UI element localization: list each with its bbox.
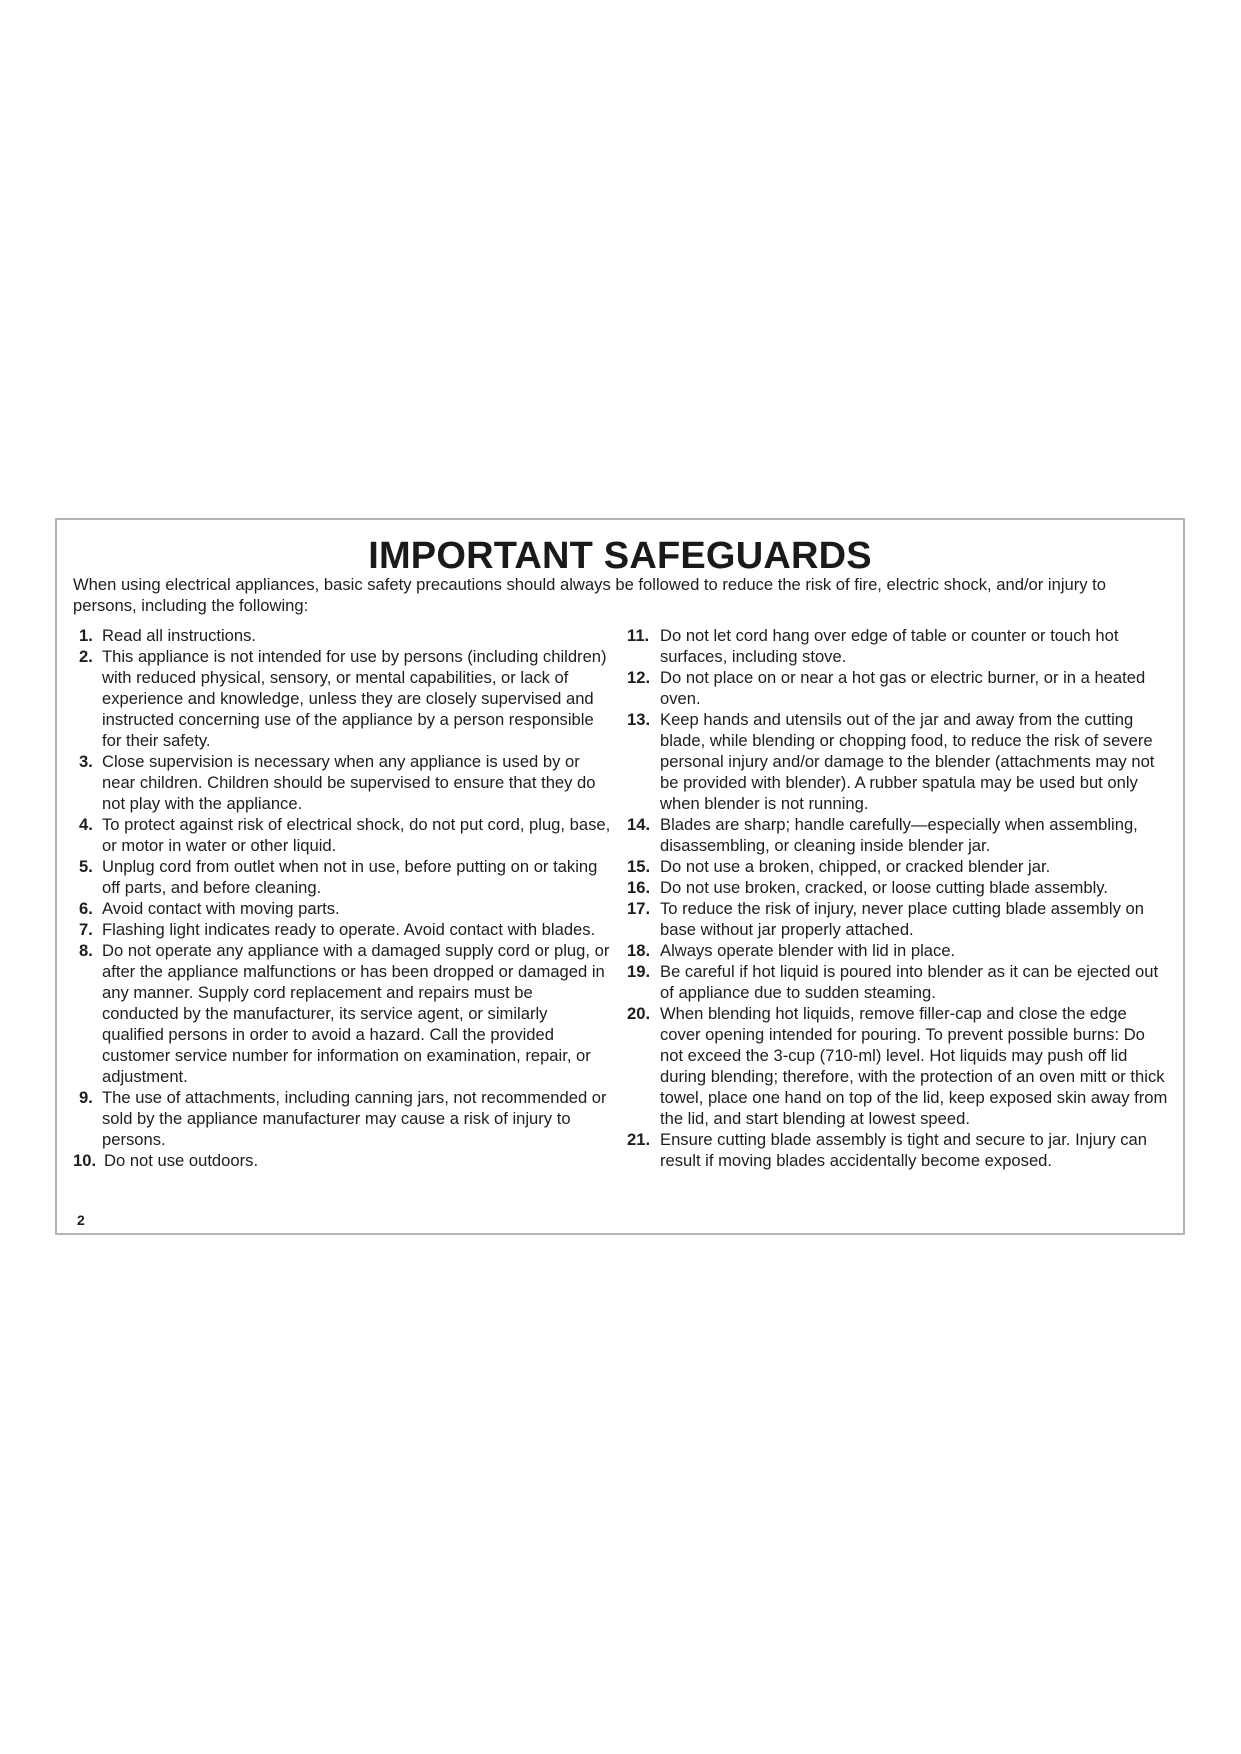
list-item [627,1003,1171,1129]
item-number: 14. [627,815,651,834]
item-number: 15. [627,857,651,876]
list-item [627,898,1171,940]
item-number: 9. [79,1088,93,1107]
item-text: Always operate blender with lid in place. [660,941,956,960]
item-text: Do not let cord hang over edge of table or counter or touch hot surfaces, including stove. [660,626,1119,666]
list-item [81,814,611,856]
item-number: 5. [79,857,93,876]
item-text: Do not place on or near a hot gas or electric burner, or in a heated oven. [660,668,1146,708]
item-text: The use of attachments, including canning jars, not recommended or sold by the appliance manufacturer may cause a risk of injury to persons. [102,1088,607,1149]
item-number: 12. [627,668,651,687]
page-number: 2 [77,1212,85,1228]
item-text: Do not use broken, cracked, or loose cutting blade assembly. [660,878,1108,897]
list-item [73,1150,611,1171]
item-number: 18. [627,941,651,960]
list-item [627,940,1171,961]
list-item [81,751,611,814]
item-number: 3. [79,752,93,771]
item-text: To protect against risk of electrical shock, do not put cord, plug, base, or motor in water or other liquid. [102,815,611,855]
list-item [81,919,611,940]
item-number: 10. [73,1151,97,1170]
list-item [627,709,1171,814]
item-text: Be careful if hot liquid is poured into blender as it can be ejected out of appliance due to sudden steaming. [660,962,1159,1002]
list-item [81,625,611,646]
item-number: 21. [627,1130,651,1149]
list-item [627,961,1171,1003]
list-item [627,667,1171,709]
safeguards-panel [55,518,1185,1235]
item-number: 6. [79,899,93,918]
item-text: Flashing light indicates ready to operate. Avoid contact with blades. [102,920,596,939]
safeguards-list-right [627,625,1171,1171]
item-number: 4. [79,815,93,834]
item-number: 1. [79,626,93,645]
item-text: Unplug cord from outlet when not in use, before putting on or taking off parts, and before cleaning. [102,857,598,897]
page-title: IMPORTANT SAFEGUARDS [368,535,872,577]
list-item [627,877,1171,898]
item-number: 16. [627,878,651,897]
item-text: To reduce the risk of injury, never place cutting blade assembly on base without jar properly attached. [660,899,1144,939]
item-number: 2. [79,647,93,666]
list-item [627,625,1171,667]
item-text: Ensure cutting blade assembly is tight and secure to jar. Injury can result if moving blades accidentally become exposed. [660,1130,1148,1170]
item-text: Keep hands and utensils out of the jar and away from the cutting blade, while blending or chopping food, to reduce the risk of severe personal injury and/or damage to the blender (attachments may not be provided with blender). A rubber spatula may be used but only when blender is not running. [660,710,1155,813]
item-text: Do not use outdoors. [104,1151,259,1170]
list-item [627,856,1171,877]
item-text: Close supervision is necessary when any appliance is used by or near children. Children should be supervised to ensure that they do not play with the appliance. [102,752,596,813]
item-text: Read all instructions. [102,626,257,645]
item-text: Do not use a broken, chipped, or cracked blender jar. [660,857,1051,876]
safeguards-list-left [73,625,611,1171]
item-text: Do not operate any appliance with a damaged supply cord or plug, or after the appliance malfunctions or has been dropped or damaged in any manner. Supply cord replacement and repairs must be conducted by the manufacturer, its service agent, or similarly qualified persons in order to avoid a hazard. Call the provided customer service number for information on examination, repair, or adjustment. [102,941,610,1086]
item-text: Avoid contact with moving parts. [102,899,340,918]
item-number: 19. [627,962,651,981]
item-number: 7. [79,920,93,939]
item-number: 17. [627,899,651,918]
list-item [81,898,611,919]
list-item [81,940,611,1087]
list-item [81,856,611,898]
item-text: This appliance is not intended for use by persons (including children) with reduced physical, sensory, or mental capabilities, or lack of experience and knowledge, unless they are closely supervised and instructed concerning use of the appliance by a person responsible for their safety. [102,647,607,750]
item-number: 8. [79,941,93,960]
item-number: 20. [627,1004,651,1023]
list-item [81,646,611,751]
intro-paragraph: When using electrical appliances, basic safety precautions should always be followed to reduce the risk of fire, electric shock, and/or injury to persons, including the following: [73,575,1107,615]
item-text: Blades are sharp; handle carefully—especially when assembling, disassembling, or cleaning inside blender jar. [660,815,1138,855]
list-item [627,814,1171,856]
item-number: 11. [627,626,650,645]
item-number: 13. [627,710,651,729]
item-text: When blending hot liquids, remove filler-cap and close the edge cover opening intended for pouring. To prevent possible burns: Do not exceed the 3-cup (710-ml) level. Hot liquids may push off lid during blending; therefore, with the protection of an oven mitt or thick towel, place one hand on top of the lid, keep exposed skin away from the lid, and start blending at lowest speed. [660,1004,1168,1128]
list-item [81,1087,611,1150]
list-item [627,1129,1171,1171]
